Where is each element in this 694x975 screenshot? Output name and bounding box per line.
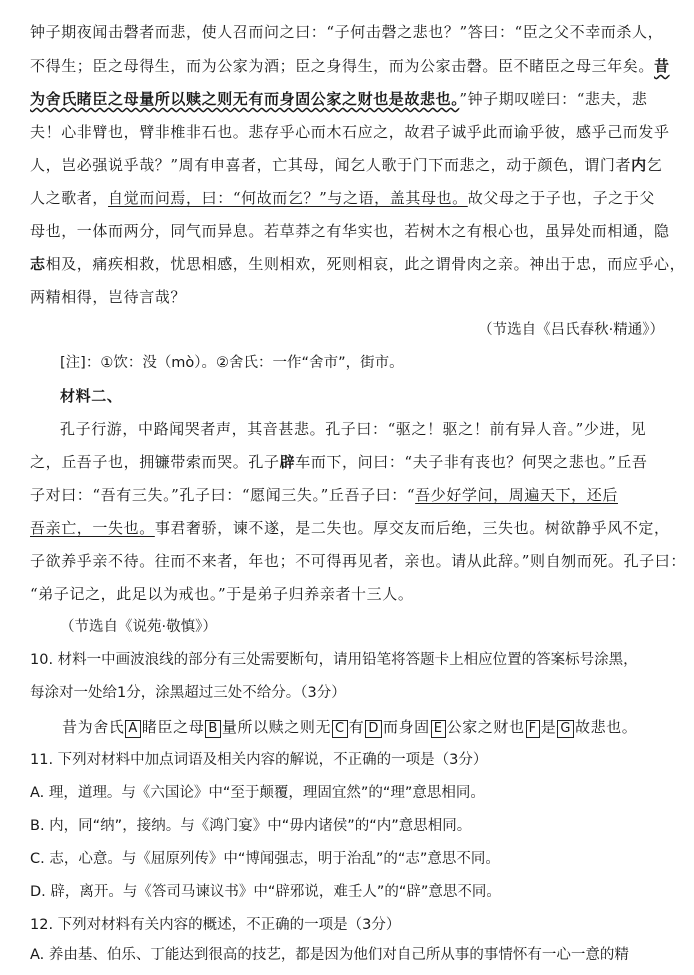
wavy-passage: 为舍氏睹臣之母量所以赎之则无有而身固公家之财也是故悲也。	[30, 90, 460, 108]
q11-option-b: B. 内，同“纳”，接纳。与《鸿门宴》中“毋内诸侯”的“内”意思相同。	[30, 818, 472, 834]
m2-line-1: 孔子行游，中路闻哭者声，其音甚悲。孔子曰：“驱之！驱之！前有异人音。”少进，见	[60, 420, 647, 438]
m1-line-8: 志相及，痛疾相救，忧思相感，生则相欢，死则相哀，此之谓骨肉之亲。神出于忠，而应乎心，	[30, 255, 686, 273]
m1-line-4: 夫！心非臂也，臂非椎非石也。悲存乎心而木石应之，故君子诚乎此而谕乎彼，感乎己而发乎	[30, 123, 670, 141]
m2-line-3: 子对曰：“吾有三失。”孔子曰：“愿闻三失。”丘吾子曰：“吾少好学问，周遍天下，还后	[30, 486, 618, 504]
q11-option-d: D. 辟，离开。与《答司马谏议书》中“辟邪说，难壬人”的“辟”意思不同。	[30, 884, 501, 900]
option-box-f[interactable]: F	[526, 720, 540, 738]
m1-line-9: 两精相得，岂待言哉？	[30, 288, 187, 306]
m1-source: （节选自《吕氏春秋·精通》）	[478, 322, 664, 338]
m2-line-4: 吾亲亡，一失也。事君奢骄，谏不遂，是二失也。厚交友而后绝，三失也。树欲静乎风不定，	[30, 519, 670, 537]
option-box-b[interactable]: B	[205, 720, 221, 738]
option-box-d[interactable]: D	[365, 720, 382, 738]
q10-stem-2: 每涂对一处给1分，涂黑超过三处不给分。（3分）	[30, 685, 346, 701]
m2-heading: 材料二、	[60, 387, 123, 405]
m2-line-5: 子欲养乎亲不待。往而不来者，年也；不可得再见者，亲也。请从此辞。”则自刎而死。孔子曰：	[30, 552, 686, 570]
underlined-sentence-2a: 吾少好学问，周遍天下，还后	[415, 486, 618, 504]
m1-line-2: 不得生；臣之母得生，而为公家为酒；臣之身得生，而为公家击磬。臣不睹臣之母三年矣。昔	[30, 57, 670, 75]
option-box-e[interactable]: E	[431, 720, 446, 738]
m1-line-7: 母也，一体而两分，同气而异息。若草莽之有华实也，若树木之有根心也，虽异处而相通，隐	[30, 222, 670, 240]
q11-option-c: C. 志，心意。与《屈原列传》中“博闻强志，明于治乱”的“志”意思不同。	[30, 851, 500, 867]
q12-option-a-1: A. 养由基、伯乐、丁能达到很高的技艺，都是因为他们对自己所从事的事情怀有一心一意的精	[30, 947, 629, 963]
m1-line-6: 人之歌者，自觉而问焉，曰：“何故而乞？”与之语，盖其母也。故父母之于子也，子之于父	[30, 189, 655, 207]
underlined-sentence-1: 自觉而问焉，曰：“何故而乞？”与之语，盖其母也。	[108, 189, 468, 207]
q11-stem: 11. 下列对材料中加点词语及相关内容的解说，不正确的一项是（3分）	[30, 752, 488, 768]
underlined-sentence-2b: 吾亲亡，一失也。	[30, 519, 155, 537]
m1-line-1: 钟子期夜闻击磬者而悲，使人召而问之曰：“子何击磬之悲也？”答曰：“臣之父不幸而杀人，	[30, 23, 664, 41]
m2-source: （节选自《说苑·敬慎》）	[60, 619, 217, 635]
option-box-c[interactable]: C	[332, 720, 348, 738]
m2-line-6: “弟子记之，此足以为戒也。”于是弟子归养亲者十三人。	[30, 585, 414, 603]
q12-stem: 12. 下列对材料有关内容的概述，不正确的一项是（3分）	[30, 917, 401, 933]
m2-line-2: 之，丘吾子也，拥镰带索而哭。孔子辟车而下，问曰：“夫子非有丧也？何哭之悲也。”丘吾	[30, 453, 648, 471]
dotted-char-bi: 辟	[279, 453, 296, 471]
option-box-g[interactable]: G	[557, 720, 574, 738]
q10-sentence: 昔为舍氏 A 睹臣之母 B 量所以赎之则无 C 有 D 而身固 E 公家之财也 F 是 G 故悲也。	[62, 718, 638, 736]
m1-line-3: 为舍氏睹臣之母量所以赎之则无有而身固公家之财也是故悲也。”钟子期叹嗟曰：“悲夫，悲	[30, 90, 648, 108]
option-box-a[interactable]: A	[125, 720, 141, 738]
m1-line-5: 人，岂必强说乎哉？”周有申喜者，亡其母，闻乞人歌于门下而悲之，动于颜色，谓门者内乞	[30, 156, 663, 174]
m1-note: [注]：①饮：没（mò）。②舍氏：一作“舍市”，街市。	[60, 355, 404, 371]
dotted-char-nei: 内	[631, 156, 647, 174]
dotted-char-zhi: 志	[30, 255, 46, 273]
q11-option-a: A. 理，道理。与《六国论》中“至于颠覆，理固宜然”的“理”意思相同。	[30, 785, 485, 801]
q10-stem-1: 10. 材料一中画波浪线的部分有三处需要断句，请用铅笔将答题卡上相应位置的答案标号涂黑，	[30, 652, 638, 668]
